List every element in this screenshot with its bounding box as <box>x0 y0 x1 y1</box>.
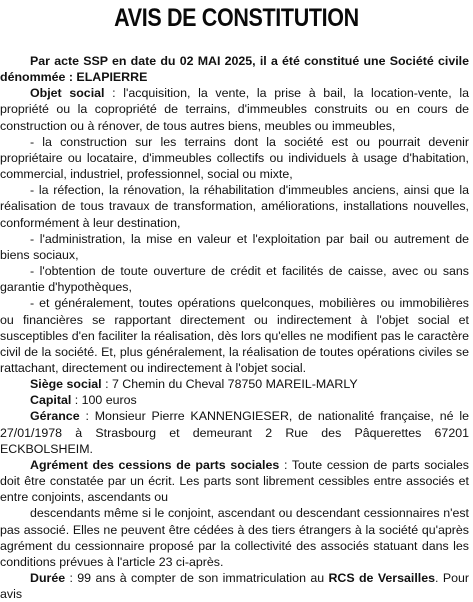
notice-body <box>0 53 469 602</box>
agrement-continuation: descendants même si le conjoint, ascendant ou descendant cessionnaires n'est pas associé. Elles ne peuvent être cédées à des tiers étrangers à la société qu'après agrément du cessionnaire proposé par la collectivité des associés statuant dans les conditions prévues à l'article 23 ci-après. <box>0 506 469 569</box>
duree-paragraph <box>0 570 469 602</box>
siege-social-label: Siège social <box>30 377 102 392</box>
siege-social-text: : 7 Chemin du Cheval 78750 MAREIL-MARLY <box>101 377 358 392</box>
objet-social-label: Objet social <box>30 86 105 101</box>
objet-social-item-refection: - la réfection, la rénovation, la réhabilitation d'immeubles anciens, ainsi que la réalisation de tous travaux de transformation, améliorations, installations nouvelles, conformément à leur destination, <box>0 183 469 230</box>
objet-social-paragraph <box>0 85 469 133</box>
objet-social-text: : l'acquisition, la vente, la prise à bail, la location-vente, la propriété ou la copropriété de terrains, d'immeubles construits ou en cours de construction ou à rénover, de tous autres biens, meubles ou immeubles, <box>0 86 469 133</box>
objet-social-item-credit: - l'obtention de toute ouverture de crédit et facilités de caisse, avec ou sans garantie d'hypothèques, <box>0 264 469 295</box>
duree-end: . Pour avis <box>0 571 469 602</box>
agrement-paragraph <box>0 457 469 505</box>
duree-text: : 99 ans à compter de son immatriculation au <box>65 571 329 585</box>
notice-title: AVIS DE CONSTITUTION <box>114 4 359 32</box>
objet-social-item-administration: - l'administration, la mise en valeur et l'exploitation par bail ou autrement de biens sociaux, <box>0 231 469 262</box>
capital-label: Capital <box>30 393 72 408</box>
intro-paragraph: Par acte SSP en date du 02 MAI 2025, il a été constitué une Société civile dénommée : ELAPIERRE <box>0 54 469 85</box>
objet-social-item-general: - et généralement, toutes opérations quelconques, mobilières ou immobilières ou financières se rapportant directement ou indirectement à l'objet social et susceptibles d'en faciliter la réalisation, dès lors qu'elles ne modifient pas le caractère civil de la société. Et, plus généralement, la réalisation de toutes opérations civiles se rattachant, directement ou indirectement à l'objet social. <box>0 296 469 375</box>
gerance-paragraph <box>0 408 469 456</box>
objet-social-item-construction: - la construction sur les terrains dont la société est ou pourrait devenir propriétaire ou locataire, d'immeubles collectifs ou individuels à usage d'habitation, commercial, industriel, professionnel, social ou mixte, <box>0 134 469 182</box>
gerance-text: : Monsieur Pierre KANNENGIESER, de nationalité française, né le 27/01/1978 à Strasbourg et demeurant 2 Rue des Pâquerettes 67201 ECKBOLSHEIM. <box>0 409 469 456</box>
agrement-text: : Toute cession de parts sociales doit être constatée par un écrit. Les parts sont librement cessibles entre associés et entre conjoints, ascendants ou <box>0 457 469 505</box>
duree-rcs: RCS de Versailles <box>328 571 436 585</box>
agrement-label: Agrément des cessions de parts sociales <box>30 457 280 472</box>
capital-text: : 100 euros <box>71 393 137 408</box>
siege-social-paragraph <box>0 376 469 392</box>
duree-label: Durée <box>30 571 66 585</box>
gerance-label: Gérance <box>30 409 80 424</box>
capital-paragraph <box>0 392 469 408</box>
